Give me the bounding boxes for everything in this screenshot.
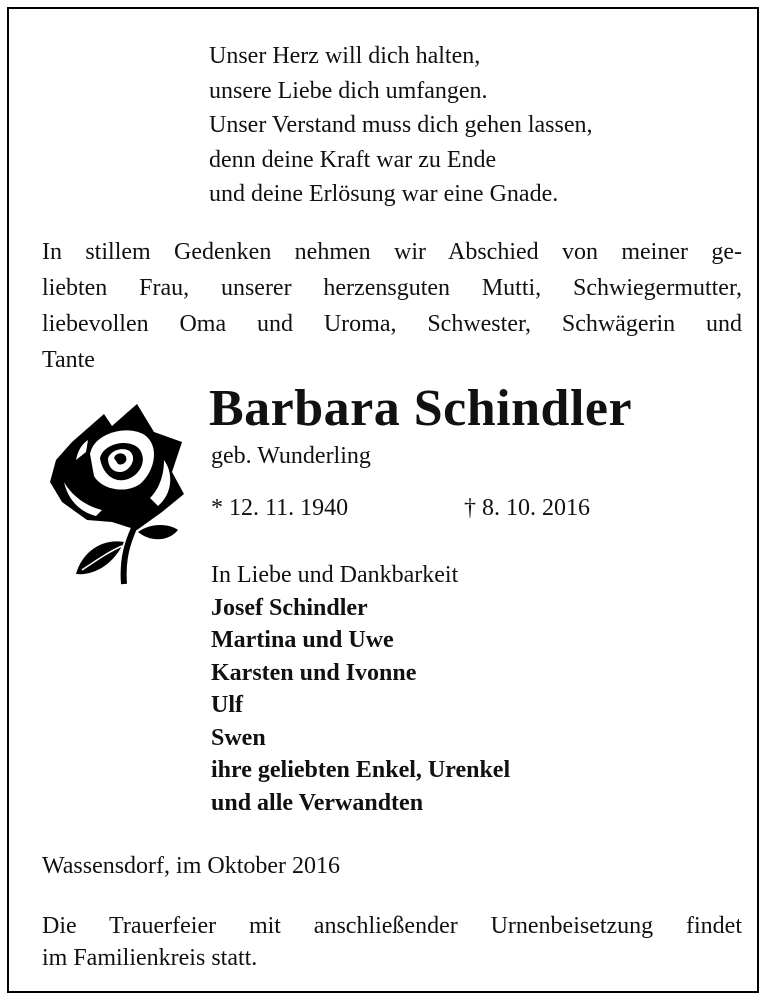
poem-line: Unser Herz will dich halten,	[209, 43, 481, 69]
funeral-line: im Familienkreis statt.	[42, 945, 258, 971]
intro-line: In stillem Gedenken nehmen wir Abschied von meiner ge-	[42, 239, 742, 265]
rose-icon	[42, 402, 190, 587]
death-date: † 8. 10. 2016	[464, 495, 590, 521]
mourner-name: und alle Verwandten	[211, 789, 424, 816]
intro-line: liebevollen Oma und Uroma, Schwester, Schwägerin und	[42, 311, 742, 337]
poem-line: unsere Liebe dich umfangen.	[209, 77, 488, 104]
mourner-name: Martina und Uwe	[211, 627, 394, 653]
poem	[209, 39, 592, 212]
born-name: geb. Wunderling	[211, 443, 371, 469]
mourners-intro: In Liebe und Dankbarkeit	[211, 562, 459, 588]
place-date: Wassensdorf, im Oktober 2016	[42, 853, 341, 879]
birth-date: * 12. 11. 1940	[211, 495, 349, 521]
intro-line: Tante	[42, 347, 95, 373]
deceased-name: Barbara Schindler	[209, 380, 633, 437]
obituary-frame	[7, 7, 759, 993]
mourner-name: Swen	[211, 724, 266, 751]
funeral-note	[42, 910, 742, 974]
mourner-name: Josef Schindler	[211, 594, 368, 621]
mourners	[211, 559, 510, 819]
poem-line: Unser Verstand muss dich gehen lassen,	[209, 112, 593, 138]
intro-text	[42, 234, 742, 378]
intro-line: liebten Frau, unserer herzensguten Mutti, Schwiegermutter,	[42, 275, 742, 301]
mourner-name: Karsten und Ivonne	[211, 659, 417, 686]
mourner-name: Ulf	[211, 692, 243, 718]
poem-line: denn deine Kraft war zu Ende	[209, 146, 497, 173]
funeral-line: Die Trauerfeier mit anschließender Urnenbeisetzung findet	[42, 913, 742, 939]
poem-line: und deine Erlösung war eine Gnade.	[209, 181, 559, 207]
mourner-name: ihre geliebten Enkel, Urenkel	[211, 757, 511, 783]
